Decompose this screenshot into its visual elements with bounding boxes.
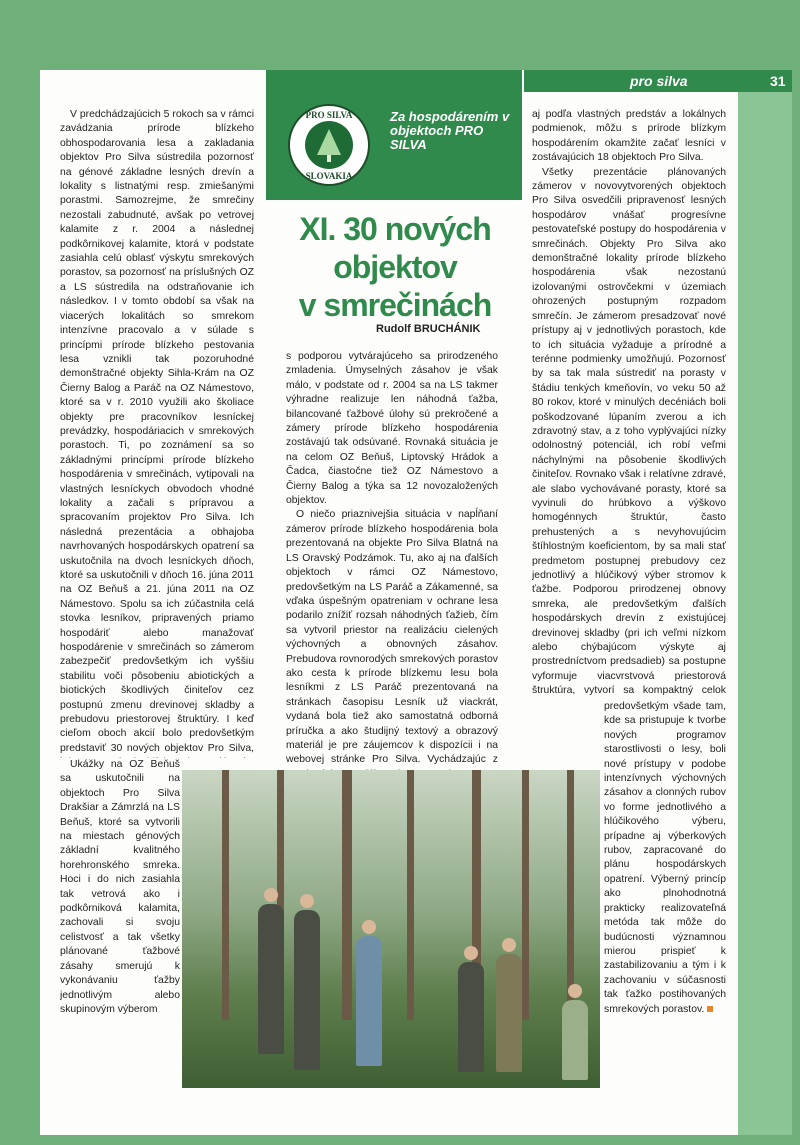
logo-top-text: PRO SILVA: [305, 110, 353, 120]
author-byline: Rudolf BRUCHÁNIK: [376, 323, 481, 335]
page-number: 31: [770, 73, 786, 89]
rubric-label: pro silva: [630, 73, 688, 89]
supertitle: Za hospodárením v objektoch PRO SILVA: [390, 109, 510, 152]
headline-line-2: objektov: [333, 249, 457, 285]
text-column-3-continued: [604, 700, 726, 1092]
text-column-2: [286, 350, 498, 770]
tree-trunk: [222, 770, 229, 1020]
paragraph: V predchádzajúcich 5 rokoch sa v rámci zavádzania prírode blízkeho obhospodarovania lesa a zakladania objektov Pro Silva sústredila pozornosť na génové základne lesných drevín a lokality s listnatými resp. zmiešanými porastmi. Samozrejme, že smrečiny nezostali zabudnuté, avšak po vetrovej kalamite z r. 2004 a následnej podkôrnikovej kalamite, ktorá v podstate zasiahla celú oblasť výskytu smrekových porastov, sa pozornosť na príslušných OZ a LS sústredila na odstraňovanie ich následkov. I v tomto období sa však na viacerých lokalitách so smrekom intenzívne pracovalo a v súlade s princípmi prírode blízkeho pestovania lesa vznikli tak pozoruhodné demonštračné objekty Sihla-Krám na OZ Čierny Balog a Paráč na OZ Námestovo, ktoré sa v r. 2010 využili ako školiace objekty pre pracovníkov lesníckej prevádzky, hospodáriacich v smrekových porastoch. Ti, po zoznámení sa so základnými princípmi prírode blízkeho hospodárenia v smrečinách, vytipovali na vlastných lesníckych obvodoch vhodné lokality a začali s prípravou a spracovaním projektov Pro Silva. Ich následná prezentácia a obhajoba navrhovaných hospodárskych opatrení sa uskutočnila na dvoch lesníckych dňoch, ktoré sa uskutočnili v dňoch 16. júna 2011 na OZ Beňuš a 21. júna 2011 na OZ Námestovo. Spolu sa ich zúčastnila celá stovka lesníkov, pripravených priamo hospodáriť alebo manažovať hospodárenie v smrečinách so zámerom zabezpečiť predovšetkým ich vyššiu stabilitu voči pôsobeniu abiotických a biotických škodlivých činiteľov cez postupnú zmenu drevinovej skladby a prebudovu priestorovej štruktúry. I keď cieľom oboch akcií bolo predovšetkým predstaviť 30 nových objektov Pro Silva,: [60, 109, 254, 754]
forest-photo: [182, 770, 600, 1088]
text-column-1-continued: [60, 758, 180, 1078]
person-head: [502, 938, 516, 952]
person: [258, 904, 284, 1054]
paragraph: O niečo priaznivejšia situácia v napĺňaní zámerov prírode blízkeho hospodárenia bola prezentovaná na objekte Pro Silva Blatná na LS Oravský Podzámok. Tu, ako aj na ďalších objektoch v rámci OZ Námestovo, predovšetkým na LS Paráč a Zákamenné, sa vďaka úspešným opatreniam v ochrane lesa podarilo znížiť rozsah náhodných ťažieb, čím sa vytvoril priestor na realizáciu cielených výchovných a obnovných zásahov. Prebudova rovnorodých smrekových porastov ako cesta k prírode blízkemu lesu bola lesníkmi z LS Paráč prezentovaná na stránkach časopisu Lesník už viackrát, vydaná bola tiež ako samostatná odborná príručka a ako študijný textový a obrazový materiál je pre záujemcov k dispozícii i na webovej stránke Pro Silva. Vychádzajúc z: [286, 509, 498, 766]
paragraph: Ukážky na OZ Beňuš sa uskutočnili na objektoch Pro Silva Drakšiar a Zámrzlá na LS Beňuš, ktoré sa vytvorili na miestach génových základní kvalitného horehronského smreka. Hoci i do nich zasiahla tak vetrová ako i podkôrniková kalamita, zachovali si svoju celistvosť a tak všetky plánované ťažbové zásahy smerujú k vykonávaniu ťažby jednotlivým alebo skupinovým výberom: [60, 759, 180, 1015]
end-of-article-mark: [707, 1006, 713, 1012]
tree-trunk: [407, 770, 414, 1020]
person: [562, 1000, 588, 1080]
headline-line-3: v smrečinách: [298, 287, 492, 323]
text-column-1: [60, 108, 254, 758]
margin-strip: [738, 92, 792, 1135]
tree-icon: [305, 121, 353, 169]
logo-bottom-text: SLOVAKIA: [305, 171, 353, 181]
text-column-3: [532, 108, 726, 700]
paragraph: aj podľa vlastných predstáv a lokálnych podmienok, môžu s prírode blízkym hospodárením okamžite začať lesníci v zostávajúcich 18 objektoch Pro Silva.: [532, 109, 726, 164]
person: [458, 962, 484, 1072]
person-head: [300, 894, 314, 908]
person: [356, 936, 382, 1066]
person: [294, 910, 320, 1070]
tree-trunk: [567, 770, 574, 1020]
person-head: [264, 888, 278, 902]
person-head: [362, 920, 376, 934]
article-headline: [270, 210, 520, 324]
tree-trunk: [342, 770, 352, 1020]
paragraph: Všetky prezentácie plánovaných zámerov v novovytvorených objektoch Pro Silva osvedčili pripravenosť lesných hospodárov vnášať progresívne pestovateľské postupy do hospodárenia v smrečinách. Objekty Pro Silva ako demonštračné lokality prírode blízkeho hospodárenia však nezostanú izolovanými ostrovčekmi v územiach ohrozených postupným rozpadom smrečín. Je zámerom presadzovať nové prístupy aj v jednotlivých porastoch, kde to ich situácia vyžaduje a prírodné a terénne podmienky umožňujú. Pozornosť by sa tak mala sústrediť na porasty v štádiu tenkých kmeňovín, vo veku 50 až 80 rokov, ktoré v minulých decéniách boli poškodzované lúpaním zverou a ich zdravotný stav, a z toho vyplývajúci nízky odolnostný potenciál, ich robí veľmi náchylnými na pôsobenie škodlivých činiteľov. Rovnako však i relatívne zdravé, ale slabo vychovávané porasty, ktoré sa vyvinuli do hrúbkovo a výškovo homogénnych štruktúr, často prehustených a s nevyhovujúcim štíhlostným koeficientom, by sa mali stať predmetom postupnej prebudovy cez jednotlivý a hlúčikový výber stromov k ťažbe. Podporou prirodzenej obnovy smreka, ale predovšetkým ďalších hospodárskych drevín z existujúcej drevinovej skladby (pri ich veľmi nízkom alebo chýbajúcom výskyte aj prostredníctvom predsadieb) sa postupne vyformuje viacvrstvová priestorová štruktúra, vytvorí sa kompaktný celok: [532, 166, 726, 697]
tree-trunk: [522, 770, 529, 1020]
headline-line-1: XI. 30 nových: [299, 211, 491, 247]
paragraph: [604, 700, 726, 1017]
person-head: [568, 984, 582, 998]
paragraph-text: predovšetkým všade tam, kde sa pristupuje k tvorbe nových programov starostlivosti o lesy, boli nové prístupy v podobe intenzívnych výchovných zásahov a clonných rubov vo forme jednotlivého a hlúčikového výberu, prípadne aj výberkových rubov, zapracované do plánu hospodárskych opatrení. Výberný princíp ako plnohodnotná prakticky realizovateľná metóda tak môže do budúcnosti významnou mierou prispieť k zastabilizovaniu a tým i k zachovaniu v súčasnosti tak ťažko postihovaných smrekových porastov.: [604, 701, 726, 1015]
person: [496, 954, 522, 1072]
pro-silva-logo: [288, 104, 370, 186]
paragraph: s podporou vytvárajúceho sa prirodzeného zmladenia. Úmyselných zásahov je však málo, v podstate od r. 2004 sa na LS takmer výhradne realizuje len náhodná ťažba, bilancované ťažbové úlohy sú prekročené a zámery prírode blízkeho hospodárenia zostávajú tak odsúvané. Rovnaká situácia je na celom OZ Beňuš, Liptovský Hrádok a Čadca, čiastočne tiež OZ Námestovo a Čierny Balog a týka sa 12 novozaložených objektov.: [286, 351, 498, 507]
person-head: [464, 946, 478, 960]
